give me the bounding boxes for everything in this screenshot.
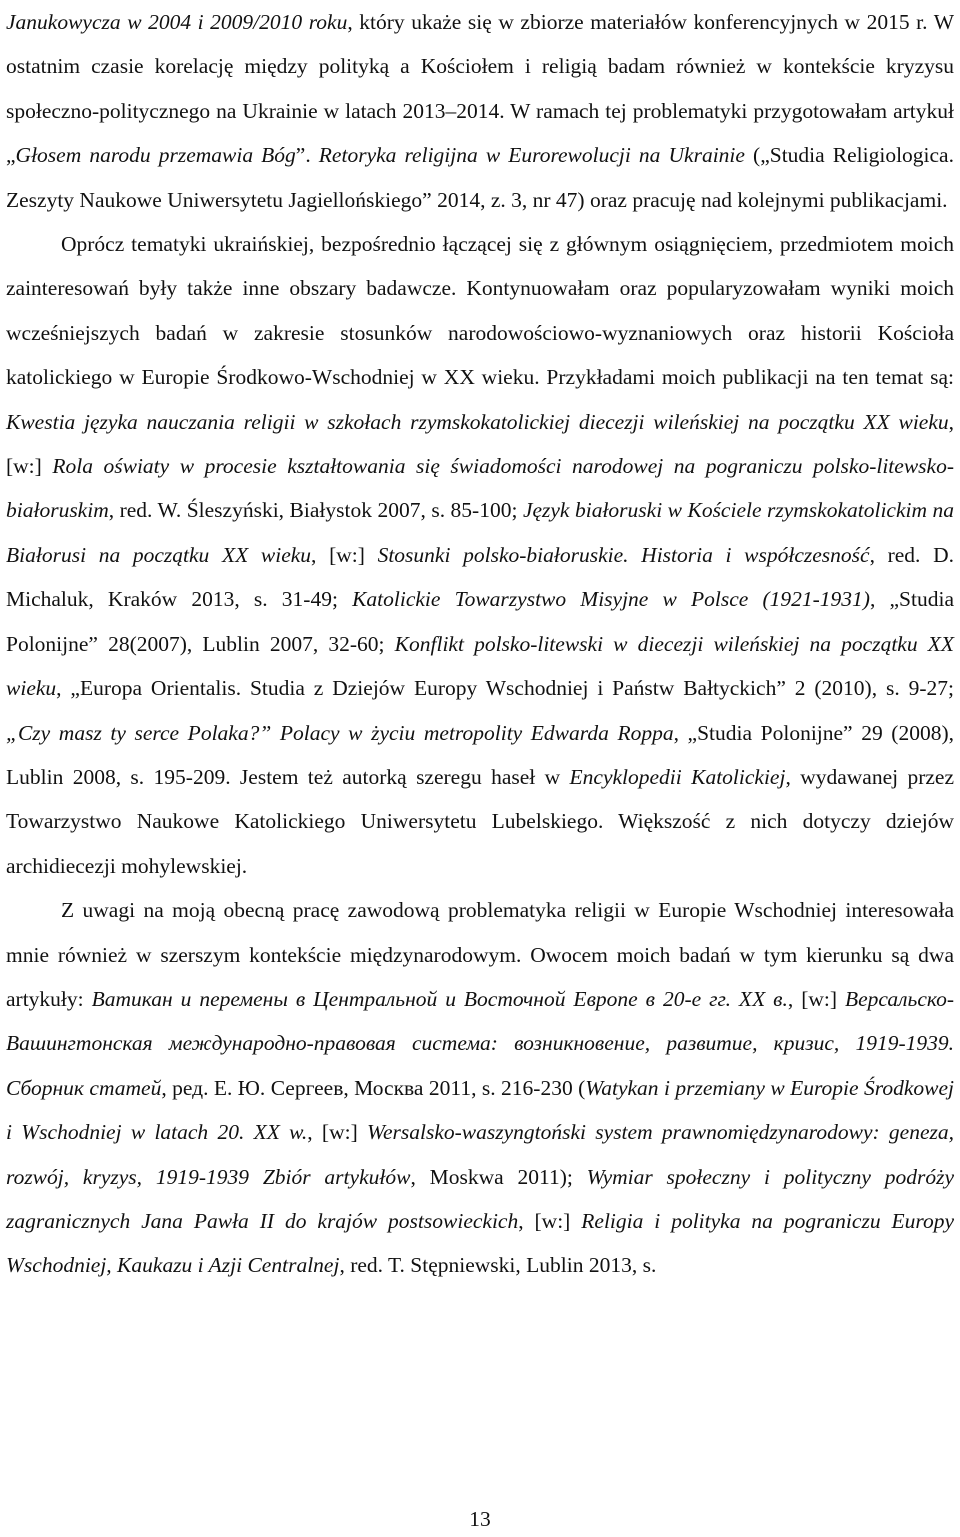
italic-text-run: Religia i polityka na pograniczu Europy Wschodniej, Kaukazu i Azji Centralnej: [6, 1208, 954, 1278]
text-run: ”.: [295, 143, 319, 168]
italic-text-run: „Czy masz ty serce Polaka?” Polacy w życiu metropolity Edwarda Roppa: [6, 720, 674, 745]
italic-text-run: Rola oświaty w procesie kształtowania się świadomości narodowej na pograniczu polsko-litewsko-białoruskim: [6, 454, 954, 523]
page-number: 13: [469, 1507, 491, 1531]
italic-text-run: Janukowycza w 2004 i 2009/2010 roku: [6, 10, 348, 34]
italic-text-run: Версальско-Вашингтонская международно-правовая система: возникновение, развитие, кризис, 1919-1939. Сборник статей: [6, 986, 955, 1100]
text-run: Z uwagi na moją obecną pracę zawodową problematyka religii w Europie Wschodniej interesowała mnie również w szerszym kontekście międzynarodowym. Owocem moich badań w tym kierunku są dwa artykuły:: [6, 898, 954, 1011]
italic-text-run: Język białoruski w Kościele rzymskokatolickim na Białorusi na początku XX wieku: [6, 498, 955, 567]
paragraph-1: [6, 0, 954, 222]
text-run: , red. T. Stępniewski, Lublin 2013, s.: [339, 1253, 657, 1278]
text-run: , [w:]: [787, 986, 845, 1011]
italic-text-run: Katolickie Towarzystwo Misyjne w Polsce (1921-1931): [352, 587, 870, 612]
text-run: Oprócz tematyki ukraińskiej, bezpośrednio łączącej się z głównym osiągnięciem, przedmiotem moich zainteresowań były także inne obszary badawcze. Kontynuowałam oraz popularyzowałam wyniki moich wcześniejszych badań w zakresie stosunków narodowościowo-wyznaniowych oraz historii Kościoła katolickiego w Europie Środkowo-Wschodniej w XX wieku. Przykładami moich publikacji na ten temat są:: [6, 232, 954, 390]
italic-text-run: Retoryka religijna w Eurorewolucji na Ukrainie: [318, 143, 745, 168]
text-run: , ред. Е. Ю. Сергеев, Москва 2011, s. 216-230 (: [161, 1075, 586, 1100]
paragraph-2: [6, 222, 954, 888]
italic-text-run: Wersalsko-waszyngtoński system prawnomiędzynarodowy: geneza, rozwój, kryzys, 1919-1939 Zbiór artykułów: [6, 1120, 955, 1189]
text-run: , red. W. Śleszyński, Białystok 2007, s. 85-100;: [108, 498, 523, 523]
text-run: („Studia Religiologica. Zeszyty Naukowe Uniwersytetu Jagiellońskiego” 2014, z. 3, nr 47) oraz pracuję nad kolejnymi publikacjami.: [6, 143, 954, 212]
italic-text-run: Ватикан и перемены в Центральной и Восточной Европе в 20-е гг. XX в.: [91, 986, 788, 1011]
text-run: , [w:]: [518, 1208, 582, 1233]
italic-text-run: Konflikt polsko-litewski w diecezji wileńskiej na początku XX wieku: [6, 631, 954, 701]
paragraph-3: [6, 888, 954, 1288]
document-page: [6, 0, 954, 1288]
text-run: , „Europa Orientalis. Studia z Dziejów Europy Wschodniej i Państw Bałtyckich” 2 (2010), s. 9-27;: [56, 676, 954, 701]
text-run: , wydawanej przez Towarzystwo Naukowe Katolickiego Uniwersytetu Lubelskiego. Większość z nich dotyczy dziejów archidiecezji mohylewskiej.: [6, 764, 954, 878]
italic-text-run: Stosunki polsko-białoruskie. Historia i współczesność: [377, 542, 870, 567]
italic-text-run: Watykan i przemiany w Europie Środkowej i Wschodniej w latach 20. XX w.: [6, 1075, 954, 1145]
text-run: , red. D. Michaluk, Kraków 2013, s. 31-49;: [6, 542, 954, 612]
text-run: , [w:]: [6, 409, 954, 479]
text-run: , [w:]: [311, 542, 378, 567]
italic-text-run: Wymiar społeczny i polityczny podróży zagranicznych Jana Pawła II do krajów postsowieckich: [6, 1164, 954, 1233]
text-run: , „Studia Polonijne” 28(2007), Lublin 2007, 32-60;: [6, 587, 954, 656]
text-run: , [w:]: [307, 1120, 368, 1145]
italic-text-run: Kwestia języka nauczania religii w szkołach rzymskokatolickiej diecezji wileńskiej na początku XX wieku: [6, 409, 949, 434]
italic-text-run: Głosem narodu przemawia Bóg: [15, 143, 296, 168]
text-run: , który ukaże się w zbiorze materiałów konferencyjnych w 2015 r. W ostatnim czasie korelację między polityką a Kościołem i religią badam również w kontekście kryzysu społeczno-politycznego na Ukrainie w latach 2013–2014. W ramach tej problematyki przygotowałam artykuł „: [6, 10, 954, 168]
text-run: , „Studia Polonijne” 29 (2008), Lublin 2008, s. 195-209. Jestem też autorką szeregu haseł w: [6, 720, 954, 789]
italic-text-run: Encyklopedii Katolickiej: [569, 764, 786, 789]
text-run: , Moskwa 2011);: [410, 1164, 587, 1189]
